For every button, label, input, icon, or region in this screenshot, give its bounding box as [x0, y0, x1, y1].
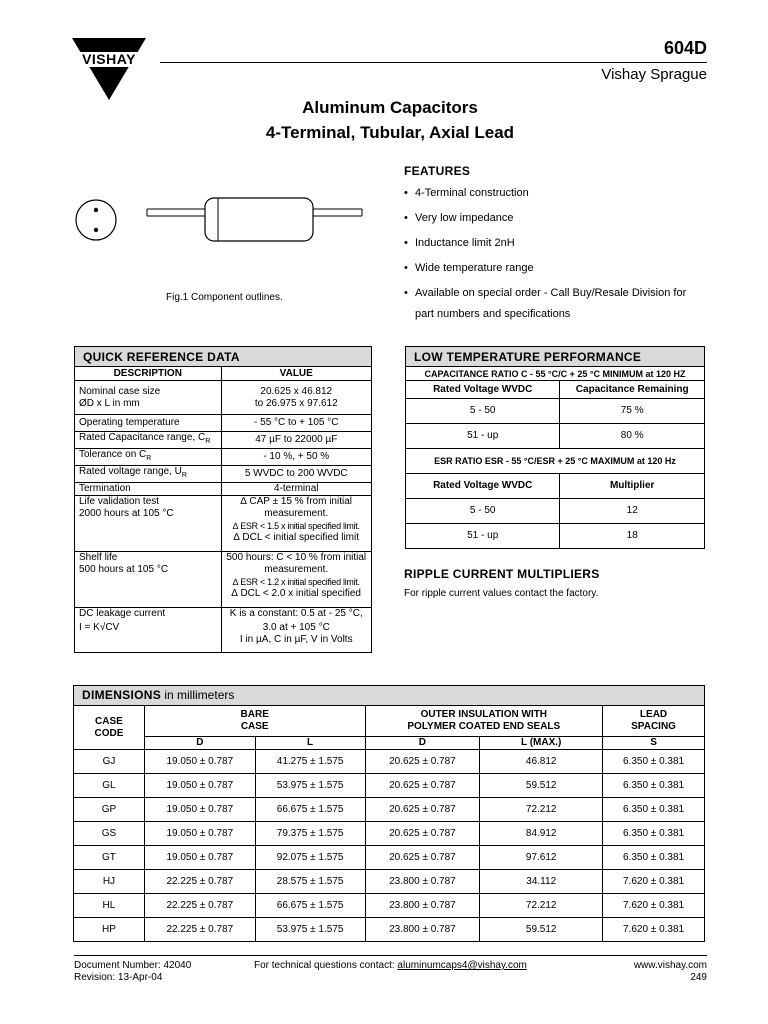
title-line-1: Aluminum Capacitors: [302, 98, 478, 117]
qrd-desc: 500 hours at 105 °C: [79, 564, 169, 575]
qrd-desc: DC leakage current: [79, 608, 166, 619]
qrd-value: 20.625 x 46.812: [260, 385, 333, 397]
col-outer-insulation: OUTER INSULATION WITH POLYMER COATED END SEALS: [365, 706, 603, 737]
col-capacitance-remaining: Capacitance Remaining: [560, 381, 705, 399]
doc-number: Document Number: 42040: [74, 960, 192, 971]
qrd-value: - 55 °C to + 105 °C: [221, 415, 371, 432]
table-row: HJ 22.225 ± 0.787 28.575 ± 1.575 23.800 ± 0.787 34.112 7.620 ± 0.381: [74, 870, 705, 894]
qrd-desc: 2000 hours at 105 °C: [79, 508, 174, 519]
table-row: GJ 19.050 ± 0.787 41.275 ± 1.575 20.625 ± 0.787 46.812 6.350 ± 0.381: [74, 750, 705, 774]
qrd-value: 500 hours: C < 10 % from initial: [226, 552, 367, 563]
col-rated-voltage-2: Rated Voltage WVDC: [406, 474, 560, 499]
title-line-2: 4-Terminal, Tubular, Axial Lead: [265, 123, 515, 142]
figure-caption: Fig.1 Component outlines.: [166, 292, 283, 303]
qrd-value: 4-terminal: [221, 483, 371, 496]
qrd-col-description: DESCRIPTION: [75, 367, 222, 381]
table-row: GL 19.050 ± 0.787 53.975 ± 1.575 20.625 ± 0.787 59.512 6.350 ± 0.381: [74, 774, 705, 798]
feature-item: • 4-Terminal construction: [404, 186, 724, 200]
sub-col-d: D: [144, 737, 255, 750]
feature-item: • Wide temperature range: [404, 261, 724, 275]
qrd-desc: ØD x L in mm: [79, 397, 140, 409]
website-link[interactable]: www.vishay.com: [633, 960, 707, 971]
feature-item: • Available on special order - Call Buy/Resale Division for: [404, 286, 724, 300]
qrd-value: measurement.: [264, 564, 329, 575]
part-number: 604D: [663, 38, 707, 58]
col-multiplier: Multiplier: [560, 474, 705, 499]
low-temperature-table: [405, 346, 705, 549]
contact-prefix: For technical questions contact:: [254, 960, 398, 971]
qrd-desc: Rated voltage range, $U_R$: [75, 466, 222, 483]
table-row: [75, 552, 372, 608]
vishay-logo: [72, 38, 146, 100]
qrd-value: ∆ DCL < 2.0 x initial specified: [231, 588, 361, 599]
table-row: [75, 449, 372, 466]
quick-reference-table: [74, 346, 372, 653]
company-name: Vishay Sprague: [601, 66, 707, 83]
qrd-desc: Nominal case size: [79, 385, 161, 397]
qrd-value: K is a constant: 0.5 at - 25 °C,: [229, 608, 363, 619]
qrd-desc: Tolerance on $C_R$: [75, 449, 222, 466]
table-row: [75, 466, 372, 483]
qrd-desc: Operating temperature: [75, 415, 222, 432]
sub-col-s: S: [603, 737, 705, 750]
table-row: 51 - up 18: [406, 524, 705, 549]
sub-col-l-max: L (MAX.): [480, 737, 603, 750]
brand-name: VISHAY: [82, 51, 136, 67]
cap-ratio-caption: CAPACITANCE RATIO C - 55 °C/C + 25 °C MINIMUM at 120 HZ: [406, 367, 705, 381]
revision: Revision: 13-Apr-04: [74, 972, 163, 983]
features-list: [404, 186, 724, 321]
table-row: GP 19.050 ± 0.787 66.675 ± 1.575 20.625 ± 0.787 72.212 6.350 ± 0.381: [74, 798, 705, 822]
sub-col-l: L: [255, 737, 365, 750]
contact-line: [254, 960, 527, 971]
contact-email-link[interactable]: aluminumcaps4@vishay.com: [397, 960, 527, 971]
esr-ratio-caption: ESR RATIO ESR - 55 °C/ESR + 25 °C MAXIMUM at 120 Hz: [406, 449, 705, 474]
page-number: 249: [690, 972, 707, 983]
qrd-value: 5 WVDC to 200 WVDC: [221, 466, 371, 483]
vishay-logo-triangle-icon: [72, 38, 146, 100]
table-row: [75, 415, 372, 432]
feature-item-continuation: part numbers and specifications: [415, 308, 571, 320]
qrd-value: ∆ ESR < 1.2 x initial specified limit.: [232, 577, 360, 587]
table-row: 51 - up 80 %: [406, 424, 705, 449]
qrd-value: - 10 %, + 50 %: [221, 449, 371, 466]
qrd-value: ∆ DCL < initial specified limit: [233, 532, 360, 543]
table-row: HL 22.225 ± 0.787 66.675 ± 1.575 23.800 ± 0.787 72.212 7.620 ± 0.381: [74, 894, 705, 918]
ripple-text: For ripple current values contact the factory.: [404, 588, 599, 599]
table-row: 5 - 50 75 %: [406, 399, 705, 424]
table-row: 5 - 50 12: [406, 499, 705, 524]
features-heading: FEATURES: [404, 164, 471, 178]
qrd-desc: Termination: [75, 483, 222, 496]
ripple-heading: RIPPLE CURRENT MULTIPLIERS: [404, 567, 600, 581]
table-row: GT 19.050 ± 0.787 92.075 ± 1.575 20.625 ± 0.787 97.612 6.350 ± 0.381: [74, 846, 705, 870]
qrd-value: 47 µF to 22000 µF: [221, 432, 371, 449]
page-title: [0, 95, 768, 145]
table-row: [75, 432, 372, 449]
qrd-desc: Shelf life: [79, 552, 118, 563]
dimensions-heading: DIMENSIONS: [82, 687, 162, 702]
qrd-desc: Life validation test: [79, 496, 160, 507]
col-rated-voltage: Rated Voltage WVDC: [406, 381, 560, 399]
qrd-value: ∆ ESR < 1.5 x initial specified limit.: [232, 521, 360, 531]
table-row: [75, 496, 372, 552]
col-bare-case: BARE CASE: [144, 706, 365, 737]
table-row: GS 19.050 ± 0.787 79.375 ± 1.575 20.625 ± 0.787 84.912 6.350 ± 0.381: [74, 822, 705, 846]
col-case-code: CASE CODE: [74, 706, 145, 750]
dimensions-table: [73, 685, 705, 942]
table-row: [75, 483, 372, 496]
ltp-heading: LOW TEMPERATURE PERFORMANCE: [406, 347, 705, 367]
qrd-value: ∆ CAP ± 15 % from initial: [240, 496, 352, 507]
dc-leakage-formula: I = K√CV: [79, 622, 120, 633]
feature-item: • Inductance limit 2nH: [404, 236, 724, 250]
qrd-value: to 26.975 x 97.612: [254, 397, 338, 409]
qrd-col-value: VALUE: [221, 367, 371, 381]
qrd-heading: QUICK REFERENCE DATA: [75, 347, 372, 367]
qrd-value: 3.0 at + 105 °C: [262, 622, 330, 633]
capacitor-outline-icon: [72, 190, 372, 260]
header-rule: [160, 62, 707, 63]
table-row: HP 22.225 ± 0.787 53.975 ± 1.575 23.800 ± 0.787 59.512 7.620 ± 0.381: [74, 918, 705, 942]
table-row: [75, 608, 372, 653]
footer-rule: [74, 955, 707, 956]
qrd-desc: Rated Capacitance range, $C_R$: [75, 432, 222, 449]
dimensions-heading-suffix: in millimeters: [161, 687, 235, 702]
qrd-value: measurement.: [264, 508, 329, 519]
qrd-value: I in µA, C in µF, V in Volts: [239, 634, 353, 645]
component-outline-figure: [72, 190, 372, 260]
col-lead-spacing: LEAD SPACING: [603, 706, 705, 737]
sub-col-d-outer: D: [365, 737, 480, 750]
feature-item: • Very low impedance: [404, 211, 724, 225]
table-row: [75, 381, 372, 415]
